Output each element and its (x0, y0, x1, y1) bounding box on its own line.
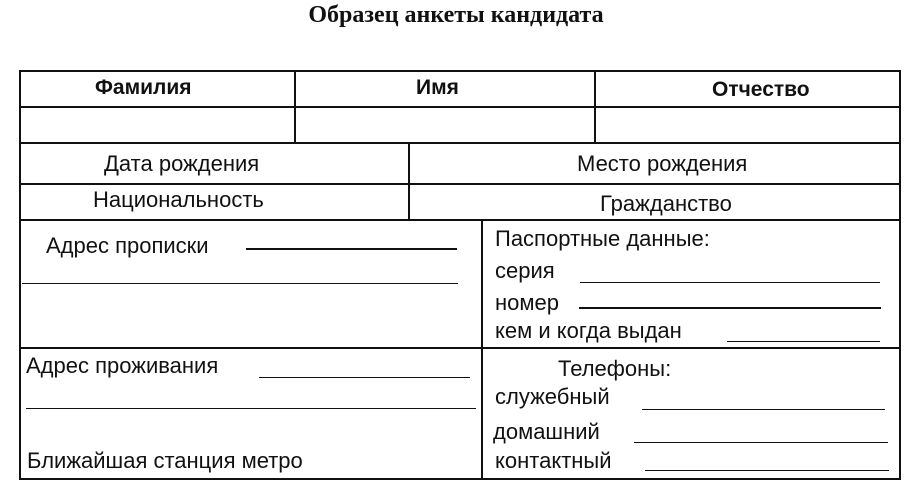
home-phone-line[interactable] (634, 442, 888, 443)
column-divider (481, 219, 483, 480)
registration-address-label: Адрес прописки (46, 233, 209, 258)
birth-place-label: Место рождения (577, 151, 748, 176)
residence-address-label: Адрес проживания (26, 353, 219, 378)
nationality-label: Национальность (93, 187, 264, 212)
contact-phone-label: контактный (495, 448, 612, 473)
patronymic-field[interactable] (596, 108, 899, 142)
column-divider (408, 142, 410, 221)
passport-number-label: номер (495, 290, 559, 315)
metro-station-label: Ближайшая станция метро (27, 448, 303, 473)
row-divider (19, 219, 901, 221)
row-divider (19, 183, 901, 185)
first-name-field[interactable] (296, 108, 594, 142)
contact-phone-line[interactable] (645, 470, 889, 471)
registration-address-line[interactable] (246, 248, 457, 250)
passport-number-line[interactable] (579, 307, 881, 309)
passport-issued-line[interactable] (727, 341, 880, 342)
surname-field[interactable] (21, 108, 294, 142)
row-divider (19, 142, 901, 144)
work-phone-label: служебный (495, 384, 610, 409)
residence-address-line-2[interactable] (26, 408, 476, 409)
citizenship-label: Гражданство (600, 191, 732, 216)
work-phone-line[interactable] (642, 409, 885, 410)
first-name-label: Имя (416, 76, 459, 99)
form-title: Образец анкеты кандидата (308, 2, 604, 28)
home-phone-label: домашний (493, 419, 600, 444)
passport-series-line[interactable] (580, 282, 880, 283)
passport-issued-label: кем и когда выдан (495, 318, 682, 343)
residence-address-line[interactable] (259, 377, 470, 378)
passport-heading: Паспортные данные: (495, 226, 710, 251)
passport-series-label: серия (495, 258, 555, 283)
registration-address-line-2[interactable] (22, 283, 458, 284)
birth-date-label: Дата рождения (104, 151, 260, 176)
patronymic-label: Отчество (712, 78, 810, 101)
surname-label: Фамилия (95, 76, 192, 99)
phones-heading: Телефоны: (558, 356, 672, 381)
row-divider (19, 347, 901, 349)
